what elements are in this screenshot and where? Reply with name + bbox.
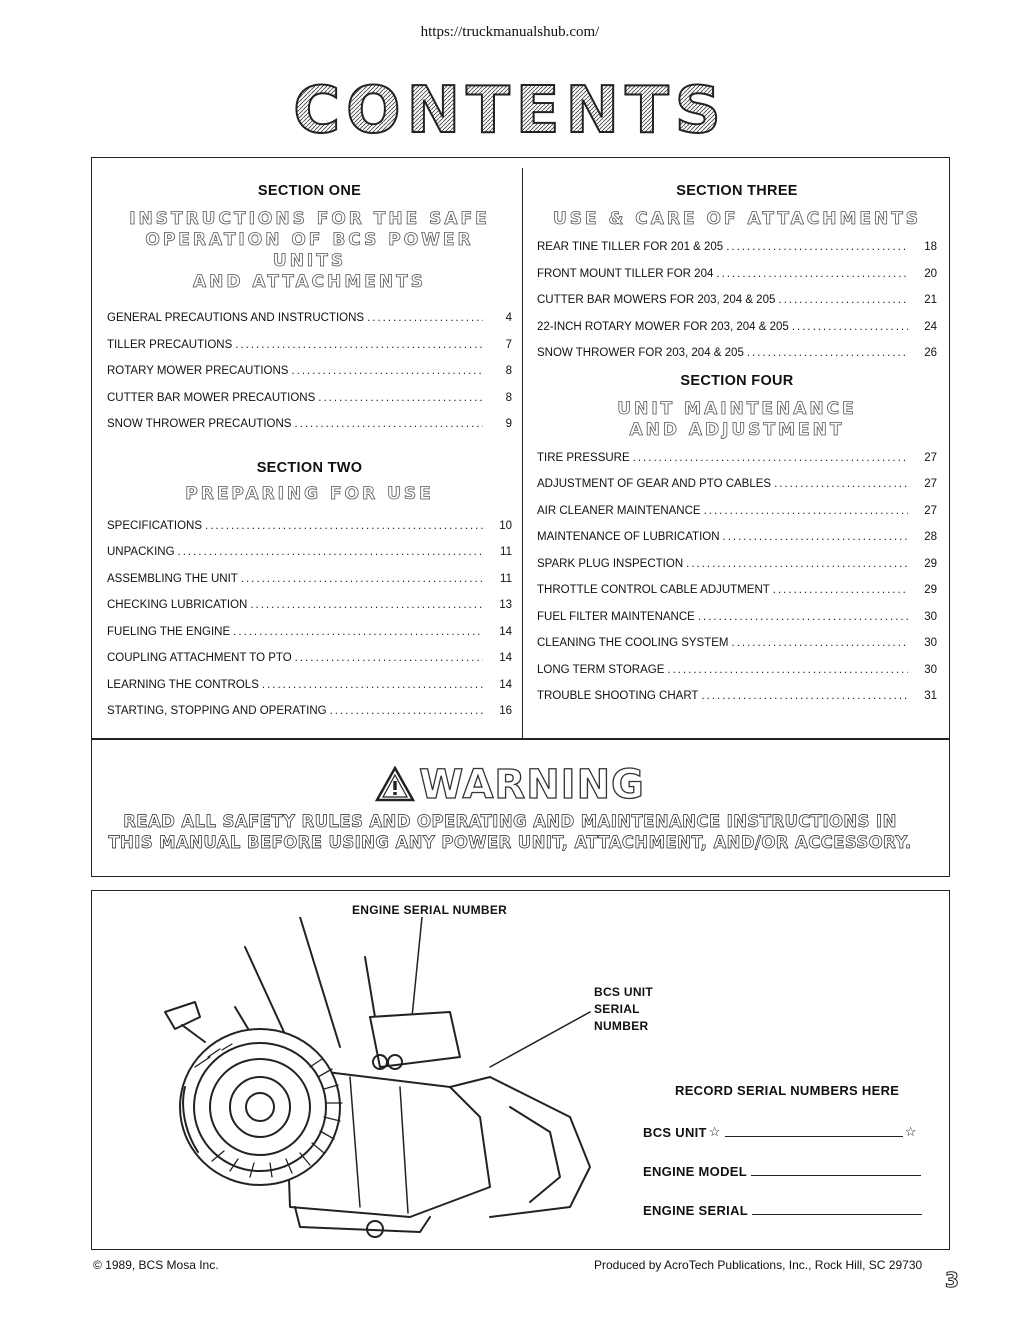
toc-entry-label: MAINTENANCE OF LUBRICATION <box>537 531 720 543</box>
toc-leader-dots <box>716 261 908 288</box>
section-one-subtitle: OPERATION OF BCS POWER UNITS <box>145 230 474 271</box>
toc-column-divider <box>522 168 523 738</box>
toc-entry-page: 27 <box>924 451 937 464</box>
toc-entry-label: ROTARY MOWER PRECAUTIONS <box>107 365 289 377</box>
producer-credit: Produced by AcroTech Publications, Inc., Rock Hill, SC 29730 <box>594 1258 923 1272</box>
toc-entry-page: 7 <box>505 338 512 351</box>
engine-serial-record-row <box>643 1203 922 1218</box>
toc-leader-dots <box>233 619 483 646</box>
toc-entry[interactable] <box>107 358 512 385</box>
toc-entry[interactable] <box>107 566 512 593</box>
toc-entry-label: SNOW THROWER FOR 203, 204 & 205 <box>537 347 744 359</box>
toc-entry-label: FRONT MOUNT TILLER FOR 204 <box>537 267 714 280</box>
section-one-heading: SECTION ONE <box>257 183 362 199</box>
toc-entry-label: ADJUSTMENT OF GEAR AND PTO CABLES <box>537 478 772 490</box>
toc-leader-dots <box>205 513 483 540</box>
toc-entry-label: CUTTER BAR MOWER PRECAUTIONS <box>107 391 316 404</box>
toc-entry-page: 30 <box>924 610 937 623</box>
toc-leader-dots <box>178 539 483 566</box>
engine-model-field-label: ENGINE MODEL <box>643 1164 747 1179</box>
star-icon: ☆ <box>708 1124 721 1139</box>
toc-leader-dots <box>773 577 908 604</box>
toc-entry-label: REAR TINE TILLER FOR 201 & 205 <box>537 241 724 253</box>
toc-entry[interactable] <box>537 630 937 657</box>
toc-entry[interactable] <box>537 604 937 631</box>
toc-entry-page: 14 <box>499 678 512 691</box>
toc-entry[interactable] <box>107 332 512 359</box>
toc-entry[interactable] <box>107 672 512 699</box>
toc-leader-dots <box>726 234 908 261</box>
engine-serial-number-label: ENGINE SERIAL NUMBER <box>352 903 508 917</box>
section-four-heading: SECTION FOUR <box>680 372 794 389</box>
engine-serial-input-line[interactable] <box>752 1214 922 1215</box>
toc-entry-label: CLEANING THE COOLING SYSTEM <box>537 637 729 649</box>
toc-entry-page: 8 <box>505 365 512 377</box>
toc-leader-dots <box>295 645 483 672</box>
toc-leader-dots <box>241 566 483 593</box>
bcs-unit-input-line[interactable] <box>725 1136 903 1137</box>
toc-entry[interactable] <box>537 524 937 551</box>
toc-entry[interactable] <box>537 471 937 498</box>
warning-title-text: WARNING <box>419 762 645 808</box>
toc-entry-label: SPECIFICATIONS <box>107 519 202 532</box>
toc-entry[interactable] <box>537 683 937 710</box>
section-four-subtitle: AND ADJUSTMENT <box>629 419 845 440</box>
toc-entry-page: 26 <box>924 347 937 359</box>
toc-entry[interactable] <box>537 551 937 578</box>
toc-entry-page: 28 <box>924 531 937 543</box>
toc-entry-label: FUELING THE ENGINE <box>107 625 231 638</box>
section-one-entries <box>107 305 512 438</box>
toc-entry[interactable] <box>107 592 512 619</box>
toc-entry-page: 14 <box>499 625 512 638</box>
engine-model-record-row <box>643 1164 921 1179</box>
engine-illustration <box>150 917 650 1247</box>
section-three-heading: SECTION THREE <box>676 183 798 199</box>
toc-leader-dots <box>318 385 483 412</box>
bcs-unit-field-label: BCS UNIT <box>643 1125 707 1140</box>
page-number: 3 <box>945 1268 959 1292</box>
toc-entry[interactable] <box>537 445 937 472</box>
toc-entry-page: 4 <box>505 312 512 324</box>
title-text: CONTENTS <box>293 78 727 140</box>
toc-entry[interactable] <box>537 340 937 367</box>
toc-leader-dots <box>774 471 908 498</box>
toc-leader-dots <box>667 657 908 684</box>
toc-entry[interactable] <box>537 657 937 684</box>
toc-entry[interactable] <box>107 645 512 672</box>
toc-entry-label: TIRE PRESSURE <box>537 451 630 464</box>
toc-leader-dots <box>698 604 908 631</box>
toc-leader-dots <box>367 305 483 332</box>
section-one-subtitle: INSTRUCTIONS FOR THE SAFE <box>129 209 490 229</box>
toc-entry[interactable] <box>107 539 512 566</box>
toc-entry-label: TILLER PRECAUTIONS <box>107 338 233 351</box>
bcs-label-line: NUMBER <box>594 1019 649 1033</box>
page-title <box>0 78 1020 140</box>
section-two-entries <box>107 513 512 725</box>
toc-entry[interactable] <box>537 498 937 525</box>
copyright-note: © 1989, BCS Mosa Inc. <box>93 1258 219 1272</box>
toc-entry-label: CUTTER BAR MOWERS FOR 203, 204 & 205 <box>537 294 776 306</box>
toc-entry-page: 11 <box>500 572 512 585</box>
engine-model-input-line[interactable] <box>751 1175 921 1176</box>
bcs-label-line: BCS UNIT <box>594 985 654 999</box>
toc-leader-dots <box>330 698 483 725</box>
toc-entry-page: 30 <box>924 637 937 649</box>
toc-entry-page: 27 <box>924 504 937 517</box>
section-four-subtitle: UNIT MAINTENANCE <box>617 398 857 419</box>
record-serial-numbers-heading: RECORD SERIAL NUMBERS HERE <box>675 1083 900 1098</box>
toc-entry-label: TROUBLE SHOOTING CHART <box>537 690 699 702</box>
toc-leader-dots <box>235 332 483 359</box>
toc-entry-page: 24 <box>924 320 937 333</box>
toc-entry[interactable] <box>537 261 937 288</box>
toc-entry-page: 18 <box>924 241 937 253</box>
toc-entry[interactable] <box>537 577 937 604</box>
toc-entry-label: COUPLING ATTACHMENT TO PTO <box>107 652 292 664</box>
toc-entry[interactable] <box>107 513 512 540</box>
section-three-subtitle: USE & CARE OF ATTACHMENTS <box>552 209 922 229</box>
source-url: https://truckmanualshub.com/ <box>420 24 600 40</box>
toc-entry[interactable] <box>107 411 512 438</box>
toc-entry-page: 11 <box>500 546 512 558</box>
warning-line-1: READ ALL SAFETY RULES AND OPERATING AND MAINTENANCE INSTRUCTIONS IN <box>123 812 897 831</box>
star-icon: ☆ <box>904 1124 917 1139</box>
toc-entry-label: FUEL FILTER MAINTENANCE <box>537 610 695 623</box>
warning-title <box>0 762 1020 812</box>
toc-leader-dots <box>633 445 908 472</box>
toc-entry-page: 8 <box>505 391 512 404</box>
bcs-label-line: SERIAL <box>594 1002 640 1016</box>
toc-entry-page: 21 <box>924 294 937 306</box>
toc-entry-label: SNOW THROWER PRECAUTIONS <box>107 418 292 430</box>
toc-entry[interactable] <box>537 287 937 314</box>
toc-entry[interactable] <box>107 698 512 725</box>
section-two-subtitle: PREPARING FOR USE <box>185 483 434 504</box>
warning-line-2: THIS MANUAL BEFORE USING ANY POWER UNIT, ATTACHMENT, AND/OR ACCESSORY. <box>108 833 912 852</box>
toc-entry-label: ASSEMBLING THE UNIT <box>107 572 238 585</box>
toc-leader-dots <box>704 498 908 525</box>
toc-entry-page: 14 <box>499 652 512 664</box>
toc-left-column <box>107 183 512 725</box>
toc-entry[interactable] <box>107 619 512 646</box>
toc-leader-dots <box>723 524 908 551</box>
bcs-unit-record-row <box>643 1124 917 1140</box>
toc-leader-dots <box>686 551 908 578</box>
toc-entry-page: 27 <box>924 478 937 490</box>
warning-triangle-icon <box>375 766 415 812</box>
toc-entry-page: 30 <box>924 663 937 676</box>
toc-right-column <box>537 183 937 710</box>
toc-entry-label: 22-INCH ROTARY MOWER FOR 203, 204 & 205 <box>537 320 789 333</box>
toc-entry-label: STARTING, STOPPING AND OPERATING <box>107 705 327 717</box>
toc-entry-page: 9 <box>505 418 512 430</box>
toc-leader-dots <box>701 683 908 710</box>
toc-leader-dots <box>732 630 909 657</box>
toc-entry[interactable] <box>537 234 937 261</box>
section-three-entries <box>537 234 937 367</box>
toc-entry-label: CHECKING LUBRICATION <box>107 599 248 611</box>
toc-entry-page: 10 <box>499 519 512 532</box>
toc-leader-dots <box>294 411 483 438</box>
toc-entry[interactable] <box>107 385 512 412</box>
toc-leader-dots <box>250 592 483 619</box>
toc-leader-dots <box>747 340 908 367</box>
section-two-heading: SECTION TWO <box>256 459 363 476</box>
toc-leader-dots <box>792 314 908 341</box>
toc-entry-page: 29 <box>924 584 937 596</box>
toc-leader-dots <box>262 672 483 699</box>
toc-entry-page: 13 <box>499 599 512 611</box>
section-one-subtitle: AND ATTACHMENTS <box>193 272 426 292</box>
toc-entry[interactable] <box>107 305 512 332</box>
toc-leader-dots <box>291 358 483 385</box>
toc-entry-label: THROTTLE CONTROL CABLE ADJUTMENT <box>537 584 770 596</box>
toc-entry-label: UNPACKING <box>107 546 175 558</box>
engine-serial-field-label: ENGINE SERIAL <box>643 1203 749 1218</box>
toc-entry[interactable] <box>537 314 937 341</box>
toc-entry-page: 29 <box>924 557 937 570</box>
toc-entry-page: 20 <box>924 267 937 280</box>
toc-entry-label: GENERAL PRECAUTIONS AND INSTRUCTIONS <box>107 312 365 324</box>
toc-leader-dots <box>778 287 908 314</box>
toc-entry-label: LONG TERM STORAGE <box>537 663 665 676</box>
section-four-entries <box>537 445 937 710</box>
toc-entry-label: SPARK PLUG INSPECTION <box>537 557 684 570</box>
toc-entry-page: 31 <box>924 690 937 702</box>
toc-entry-label: AIR CLEANER MAINTENANCE <box>537 504 701 517</box>
toc-entry-label: LEARNING THE CONTROLS <box>107 678 259 691</box>
toc-entry-page: 16 <box>499 705 512 717</box>
